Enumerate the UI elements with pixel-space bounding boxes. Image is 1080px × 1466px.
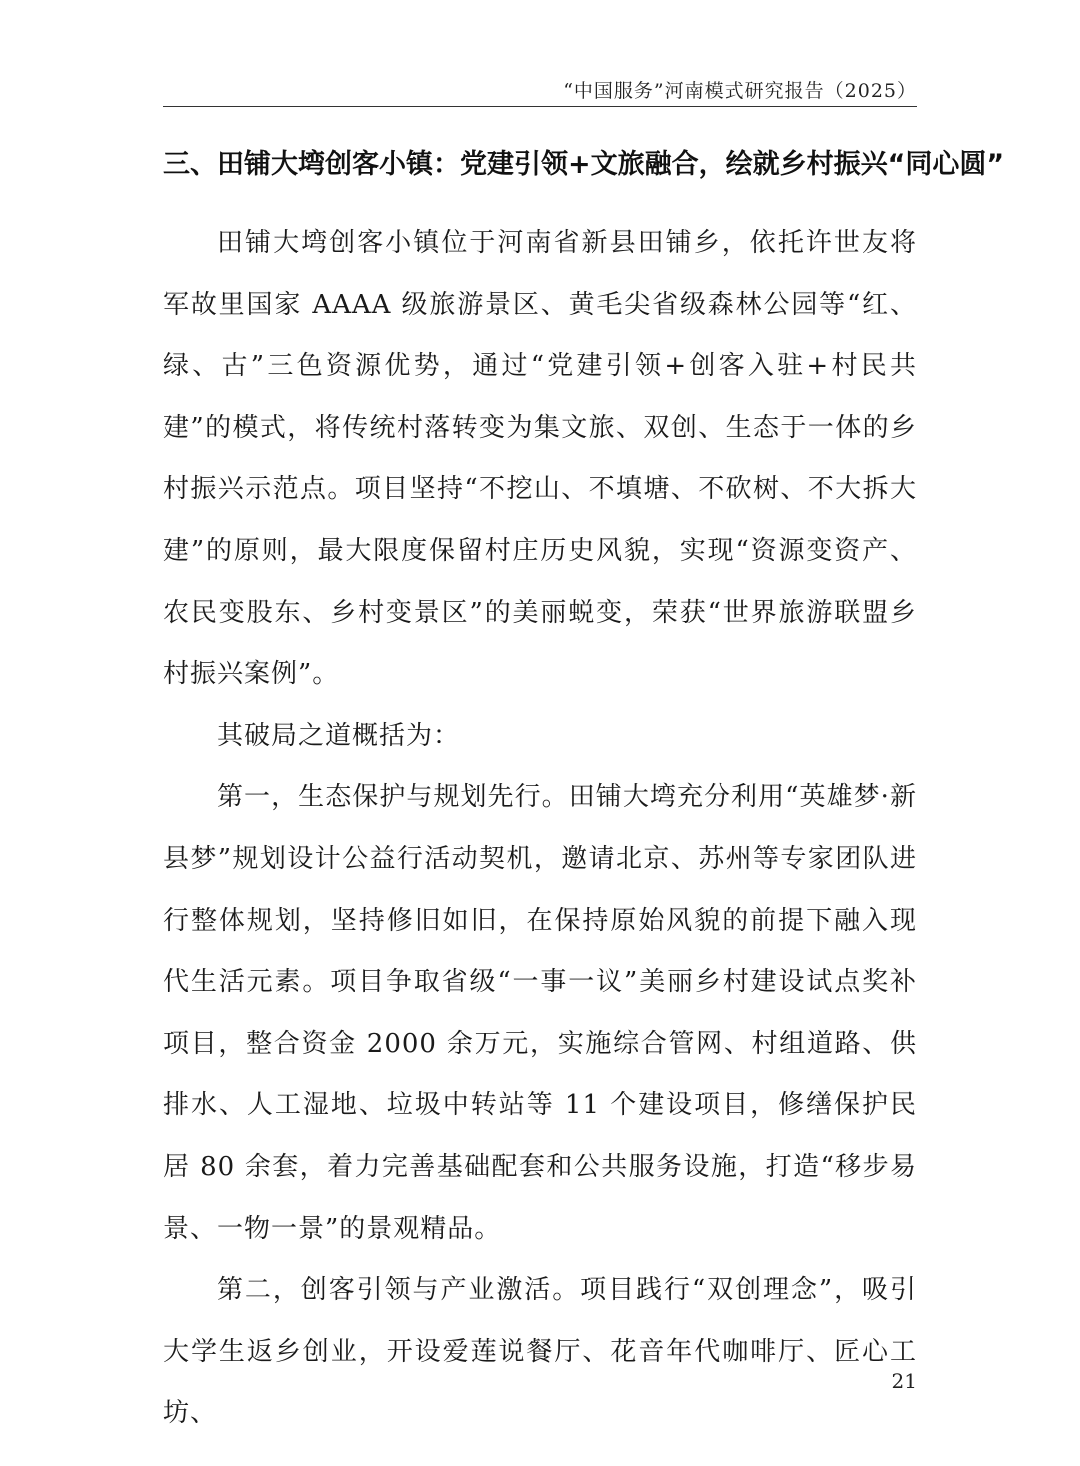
page-number: 21	[891, 1369, 917, 1393]
paragraph-intro: 田铺大塆创客小镇位于河南省新县田铺乡，依托许世友将军故里国家 AAAA 级旅游景区、黄毛尖省级森林公园等“红、绿、古”三色资源优势，通过“党建引领+创客入驻+村民共建”的模式，将传统村落转变为集文旅、双创、生态于一体的乡村振兴示范点。项目坚持“不挖山、不填塘、不砍树、不大拆大建”的原则，最大限度保留村庄历史风貌，实现“资源变资产、农民变股东、乡村变景区”的美丽蜕变，荣获“世界旅游联盟乡村振兴案例”。	[163, 228, 917, 690]
paragraph-lead-in: 其破局之道概括为：	[217, 720, 461, 751]
paragraph-point-one: 第一，生态保护与规划先行。田铺大塆充分利用“英雄梦·新县梦”规划设计公益行活动契机，邀请北京、苏州等专家团队进行整体规划，坚持修旧如旧，在保持原始风貌的前提下融入现代生活元素。项目争取省级“一事一议”美丽乡村建设试点奖补项目，整合资金 2000 余万元，实施综合管网、村组道路、供排水、人工湿地、垃圾中转站等 11 个建设项目，修缮保护民居 80 余套，着力完善基础配套和公共服务设施，打造“移步易景、一物一景”的景观精品。	[163, 782, 917, 1244]
running-header-title: “中国服务”河南模式研究报告（2025）	[563, 80, 917, 102]
body-text	[163, 213, 917, 1445]
section-heading: 三、田铺大塆创客小镇：党建引领+文旅融合，绘就乡村振兴“同心圆”	[163, 149, 1005, 180]
paragraph-point-two: 第二，创客引领与产业激活。项目践行“双创理念”，吸引大学生返乡创业，开设爱莲说餐厅、花音年代咖啡厅、匠心工坊、	[163, 1275, 917, 1429]
header-divider	[163, 106, 917, 107]
